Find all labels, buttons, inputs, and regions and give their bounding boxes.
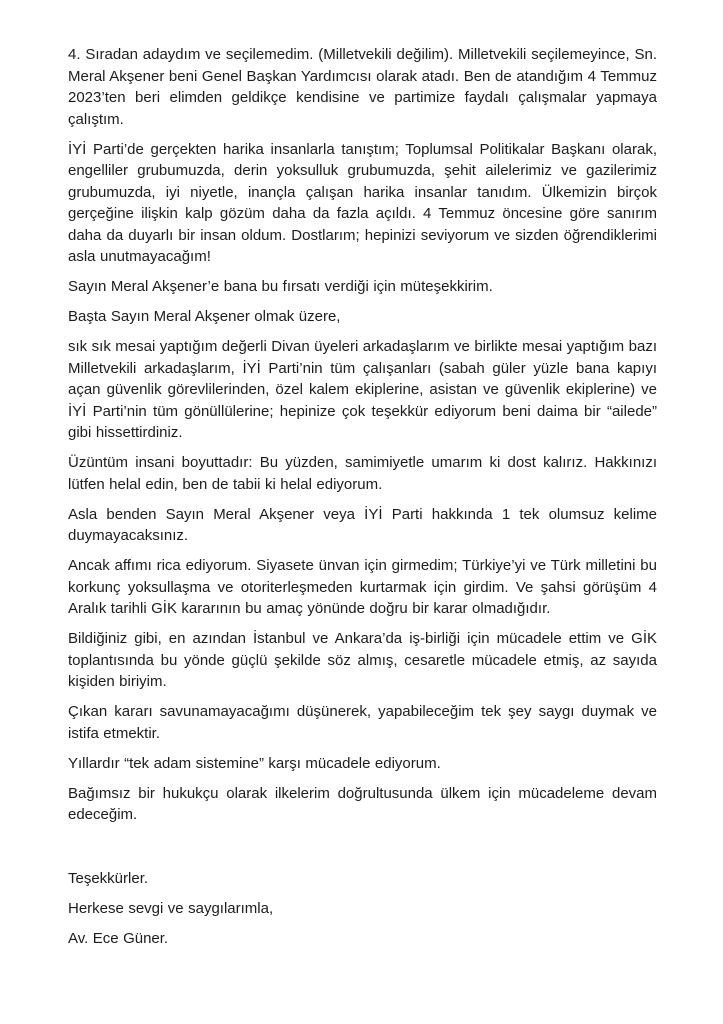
letter-paragraph: Asla benden Sayın Meral Akşener veya İYİ Parti hakkında 1 tek olumsuz kelime duymayacaksınız. bbox=[68, 505, 657, 544]
letter-body bbox=[68, 44, 657, 826]
letter-paragraph: 4. Sıradan adaydım ve seçilemedim. (Milletvekili değilim). Milletvekili seçilemeyince, Sn. Meral Akşener beni Genel Başkan Yardımcısı olarak atadı. Ben de atandığım 4 Temmuz 2023’ten beri elimden geldikçe kendisine ve partimize faydalı çalışmalar yapmaya çalıştım. bbox=[68, 46, 657, 128]
letter-paragraph: Çıkan kararı savunamayacağımı düşünerek, yapabileceğim tek şey saygı duymak ve istifa etmektir. bbox=[68, 703, 657, 742]
letter-paragraph: Bağımsız bir hukukçu olarak ilkelerim doğrultusunda ülkem için mücadeleme devam edeceğim. bbox=[68, 784, 657, 823]
letter-paragraph: Üzüntüm insani boyuttadır: Bu yüzden, samimiyetle umarım ki dost kalırız. Hakkınızı lütfen helal edin, ben de tabii ki helal ediyorum. bbox=[68, 454, 657, 493]
closing-thanks: Teşekkürler. bbox=[68, 869, 149, 887]
letter-paragraph: Yıllardır “tek adam sistemine” karşı mücadele ediyorum. bbox=[68, 754, 441, 772]
closing-regards: Herkese sevgi ve saygılarımla, bbox=[68, 899, 274, 917]
letter-paragraph: Sayın Meral Akşener’e bana bu fırsatı verdiği için müteşekkirim. bbox=[68, 278, 493, 295]
signature: Av. Ece Güner. bbox=[68, 929, 169, 947]
letter-paragraph: İYİ Parti’de gerçekten harika insanlarla tanıştım; Toplumsal Politikalar Başkanı olarak, engelliler grubumuzda, derin yoksulluk grubumuzda, şehit ailelerimiz ve gazilerimiz grubumuzda, iyi niyetle, inançla çalışan harika insanlar tanıdım. Ülkemizin birçok gerçeğine ilişkin kalp gözüm daha da fazla açıldı. 4 Temmuz öncesine göre sanırım daha da duyarlı bir insan oldum. Dostlarım; hepinizi seviyorum ve sizden öğrendiklerimi asla unutmayacağım! bbox=[68, 140, 657, 265]
letter-paragraph: sık sık mesai yaptığım değerli Divan üyeleri arkadaşlarım ve birlikte mesai yaptığım bazı Milletvekili arkadaşlarım, İYİ Parti’nin tüm çalışanları (sabah güler yüzle bana kapıyı açan güvenlik görevlilerinden, özel kalem ekiplerine, asistan ve güvenlik ekiplerine) ve İYİ Parti’nin tüm gönüllülerine; hepinize çok teşekkür ediyorum beni daima bir “ailede” gibi hissettirdiniz. bbox=[68, 338, 657, 441]
letter-paragraph: Ancak affımı rica ediyorum. Siyasete ünvan için girmedim; Türkiye’yi ve Türk milletini bu korkunç yoksullaşma ve otoriterleşmeden kurtarmak için girdim. Ve şahsi görüşüm 4 Aralık tarihli GİK kararının bu amaç yönünde doğru bir karar olmadığıdır. bbox=[68, 557, 657, 617]
letter-paragraph: Başta Sayın Meral Akşener olmak üzere, bbox=[68, 308, 341, 325]
letter-closing bbox=[68, 868, 657, 950]
letter-paragraph: Bildiğiniz gibi, en azından İstanbul ve Ankara’da iş-birliği için mücadele ettim ve GİK toplantısında bu yönde güçlü şekilde söz almış, cesaretle mücadele etmiş, az sayıda kişiden biriyim. bbox=[68, 630, 657, 690]
